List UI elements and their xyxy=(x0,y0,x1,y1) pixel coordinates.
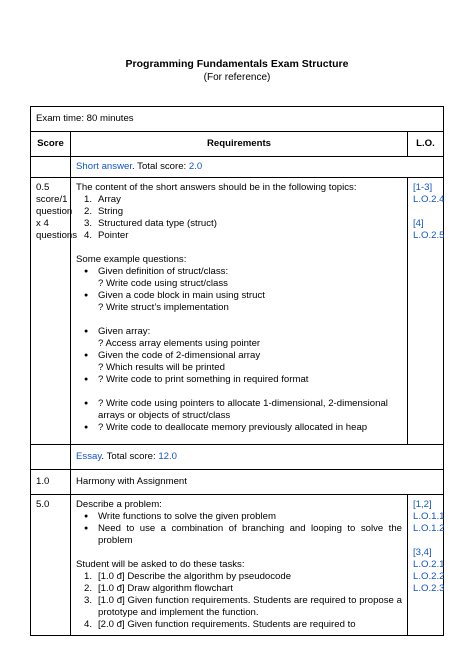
list-item: ● Need to use a combination of branching and looping to solve the problem xyxy=(76,523,402,547)
tasks-heading: Student will be asked to do these tasks: xyxy=(76,559,245,570)
header-row xyxy=(31,132,444,157)
score-line: score/1 xyxy=(36,194,68,205)
lo-line: L.O.2.4 xyxy=(412,194,445,205)
short-answer-intro: The content of the short answers should be in the following topics: xyxy=(76,182,357,193)
exam-time-row xyxy=(31,107,444,132)
score-line: 0.5 xyxy=(36,182,50,193)
list-item: 4. [2.0 đ] Given function requirements. Students are required to xyxy=(84,619,356,630)
list-item: ● ? Write code to deallocate memory previously allocated in heap xyxy=(76,422,402,434)
example-list-3 xyxy=(76,398,402,434)
harmony-row xyxy=(31,470,444,495)
short-answer-section-row xyxy=(31,157,444,178)
essay-section-row xyxy=(31,445,444,470)
empty-cell xyxy=(31,157,71,178)
lo-line: L.O.2.5 xyxy=(412,230,445,241)
lo-line: [1-3] xyxy=(412,182,433,193)
short-answer-total-prefix: . Total score: xyxy=(132,161,189,172)
problem-bullets xyxy=(76,511,402,547)
topic-list xyxy=(76,194,402,242)
lo-line: L.O.2.3 xyxy=(412,583,445,594)
example-list-2 xyxy=(76,326,402,386)
score-line: x 4 xyxy=(36,218,49,229)
harmony-text-cell: Harmony with Assignment xyxy=(71,470,444,495)
exam-time-cell: Exam time: 80 minutes xyxy=(31,107,444,132)
lo-line: L.O.2.1 xyxy=(412,559,445,570)
essay-total-prefix: . Total score: xyxy=(101,451,159,462)
list-item: ● Given the code of 2-dimensional array ? Which results will be printed xyxy=(76,350,402,374)
short-answer-lo-cell xyxy=(407,178,443,445)
tasks-list xyxy=(76,571,402,631)
score-line: question xyxy=(36,206,73,217)
harmony-score-cell: 1.0 xyxy=(31,470,71,495)
list-item: ● Given array: ? Access array elements using pointer xyxy=(76,326,402,350)
exam-structure-table xyxy=(30,106,444,636)
header-requirements: Requirements xyxy=(71,132,408,157)
header-score: Score xyxy=(31,132,71,157)
empty-cell xyxy=(31,445,71,470)
lo-line: L.O.1.1 xyxy=(412,511,445,522)
list-item: 1. Array xyxy=(84,194,121,205)
example-list-1 xyxy=(76,266,402,314)
list-item: ● ? Write code using pointers to allocate 1-dimensional, 2-dimensional arrays or objects of struct/class xyxy=(76,398,402,422)
problem-requirements-cell xyxy=(71,495,408,636)
list-item: ● Given definition of struct/class: ? Write code using struct/class xyxy=(76,266,402,290)
short-answer-requirements-cell xyxy=(71,178,408,445)
list-item: 2. String xyxy=(84,206,124,217)
lo-line: [4] xyxy=(412,218,424,229)
problem-heading: Describe a problem: xyxy=(76,499,162,510)
list-item: ● Write functions to solve the given problem xyxy=(76,511,402,523)
score-line: questions xyxy=(36,230,78,241)
essay-label: Essay xyxy=(76,451,102,462)
header-lo: L.O. xyxy=(407,132,443,157)
short-answer-label: Short answer xyxy=(76,161,132,172)
problem-lo-cell xyxy=(407,495,443,636)
lo-line: [3,4] xyxy=(412,547,432,558)
essay-section-cell xyxy=(71,445,444,470)
lo-line: L.O.2.2 xyxy=(412,571,445,582)
list-item: 3. [1.0 đ] Given function requirements. Students are required to propose a prototype and implement the function. xyxy=(84,595,402,618)
lo-line: [1,2] xyxy=(412,499,432,510)
essay-total-value: 12.0 xyxy=(158,451,177,462)
examples-heading: Some example questions: xyxy=(76,254,187,265)
problem-row xyxy=(31,495,444,636)
list-item: 2. [1.0 đ] Draw algorithm flowchart xyxy=(84,583,233,594)
short-answer-score-cell xyxy=(31,178,78,445)
short-answer-row xyxy=(31,178,444,445)
lo-line: L.O.1.2 xyxy=(412,523,445,534)
page-title: Programming Fundamentals Exam Structure xyxy=(125,58,349,70)
list-item: 4. Pointer xyxy=(84,230,129,241)
list-item: 3. Structured data type (struct) xyxy=(84,218,217,229)
problem-score-cell: 5.0 xyxy=(31,495,71,636)
short-answer-total-value: 2.0 xyxy=(188,161,203,172)
list-item: ● Given a code block in main using struct ? Write struct’s implementation xyxy=(76,290,402,314)
short-answer-section-cell xyxy=(71,157,444,178)
list-item: 1. [1.0 đ] Describe the algorithm by pseudocode xyxy=(84,571,292,582)
list-item: ● ? Write code to print something in required format xyxy=(76,374,402,386)
page-subtitle: (For reference) xyxy=(203,72,271,83)
